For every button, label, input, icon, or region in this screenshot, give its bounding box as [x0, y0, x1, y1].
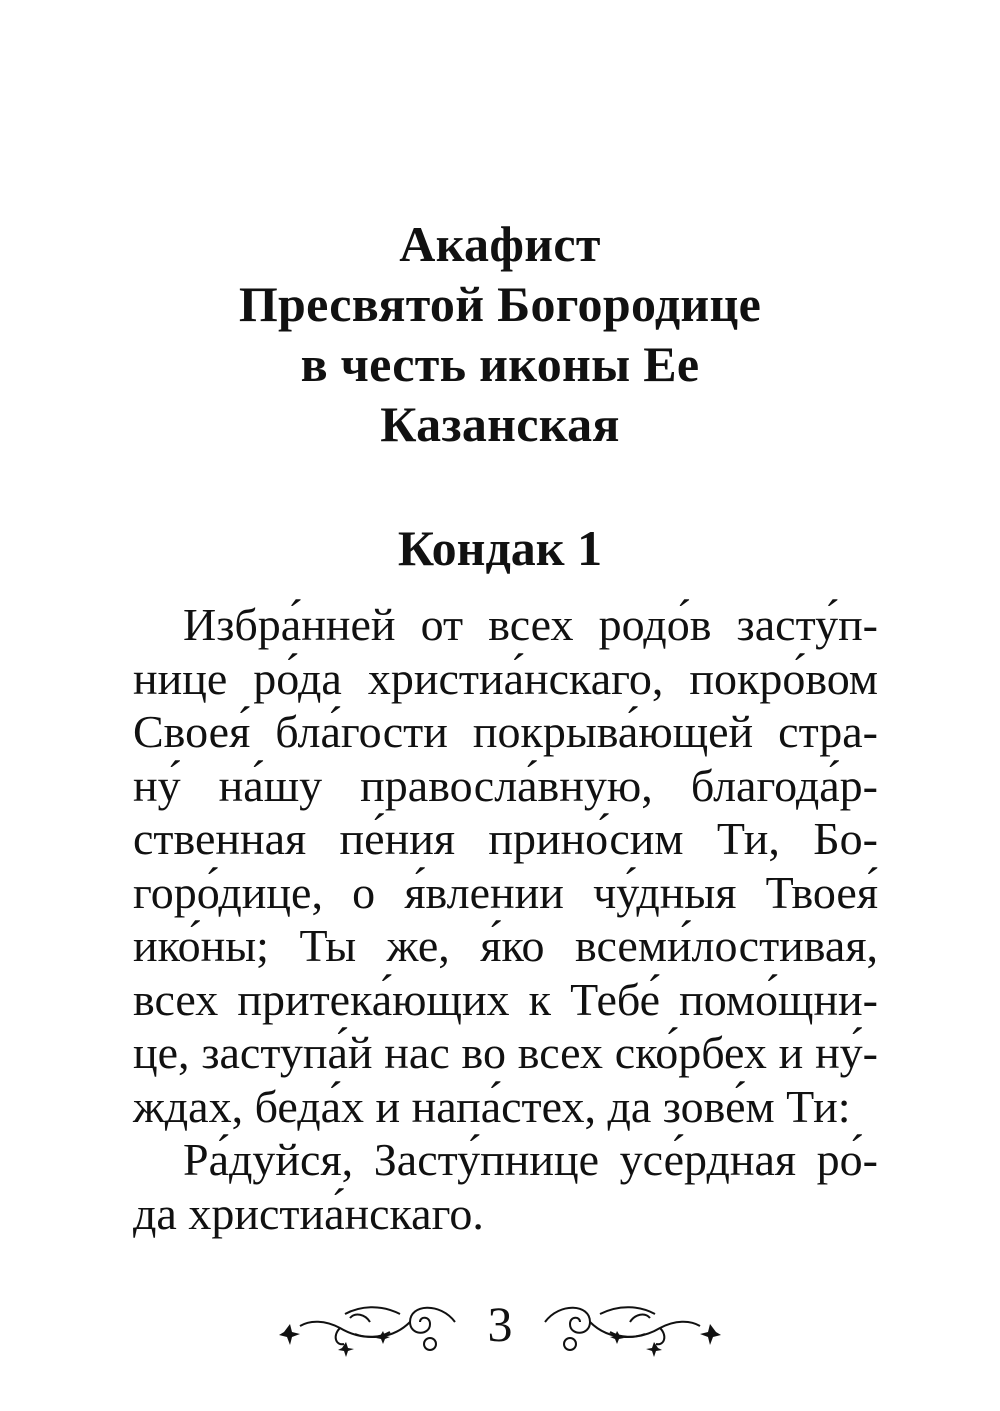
text-line: Избра́нней от всех родо́в засту́п-: [183, 599, 878, 650]
text-line: це, заступа́й нас во всех ско́рбех и ну́-: [133, 1027, 878, 1078]
text-line: ну́ на́шу правосла́вную, благода́р-: [133, 759, 878, 811]
text-line: Своея́ бла́гости покрыва́ющей стра-: [133, 706, 878, 757]
text-line: ждах, беда́х и напа́стех, да зове́м Ти:: [133, 1080, 851, 1132]
text-line: ственная пе́ния прино́сим Ти, Бо-: [133, 813, 878, 864]
floral-ornament-icon: [270, 1292, 460, 1362]
text-line: да христиа́нскаго.: [133, 1187, 484, 1239]
title-line: в честь иконы Ее: [300, 336, 700, 392]
title-line: Пресвятой Богородице: [238, 276, 762, 332]
floral-ornament-icon: [540, 1292, 730, 1362]
title-line: Акафист: [399, 216, 601, 272]
page-title: [0, 214, 1000, 454]
text-line: Ра́дуйся, Засту́пнице усе́рдная ро́-: [183, 1134, 878, 1185]
title-line: Казанская: [380, 396, 620, 452]
page-footer: [0, 1292, 1000, 1372]
text-line: нице ро́да христиа́нскаго, покро́вом: [133, 652, 878, 704]
kondak-text: [133, 598, 878, 1240]
text-line: всех притека́ющих к Тебе́ помо́щни-: [133, 973, 878, 1025]
kondak-heading: Кондак 1: [397, 520, 603, 576]
page-number: 3: [487, 1296, 513, 1352]
text-line: ико́ны; Ты же, я́ко всеми́лостивая,: [133, 920, 878, 971]
text-line: горо́дице, о я́влении чу́дныя Твоея́: [133, 866, 878, 918]
